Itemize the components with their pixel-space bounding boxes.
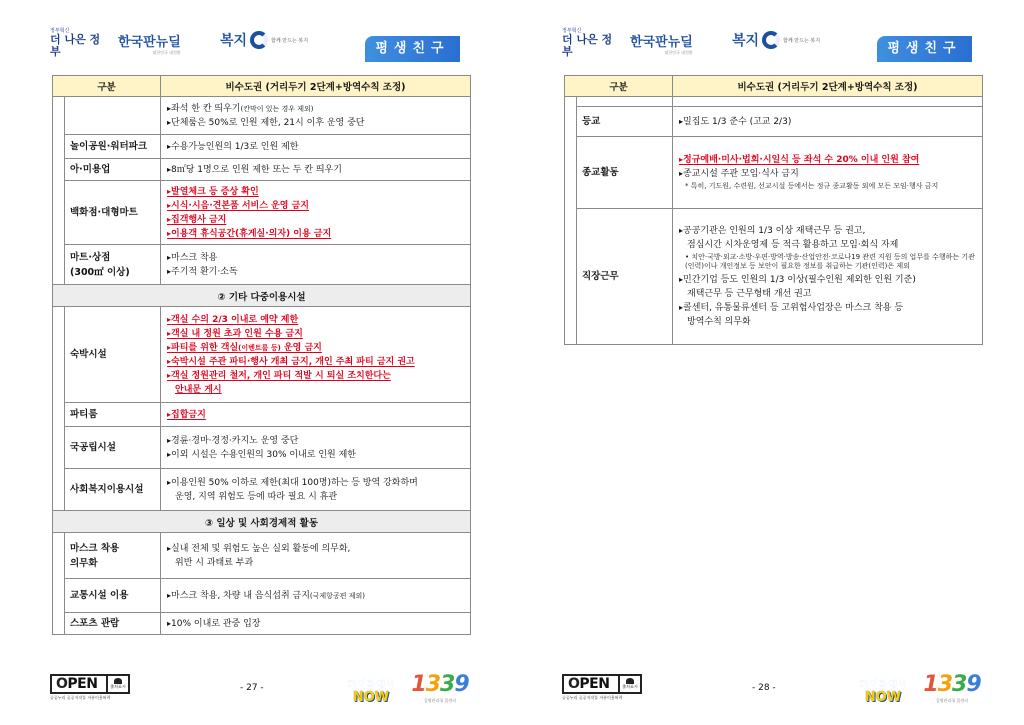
table-row: ▸ 좌석 한 칸 띄우기(칸막이 있는 경우 제외) ▸ 단체룸은 50%로 인원 제한, 21시 이후 운영 중단 <box>53 97 471 135</box>
korean-new-deal-logo: 한국판뉴딜 대한민국 대전환 <box>630 35 693 55</box>
table-row <box>565 97 983 107</box>
page-number: - 27 - <box>240 683 264 693</box>
table-row: 마스크 착용 의무화 ▸ 실내 전체 및 위험도 높은 실외 활동에 의무화, 위반 시 과태료 부과 <box>53 533 471 579</box>
welfare-ring-icon <box>762 31 780 49</box>
section-row: ② 기타 다중이용시설 <box>53 285 471 307</box>
table-row: 직장근무 ▸ 공공기관은 인원의 1/3 이상 재택근무 등 권고, 점심시간 시차운영제 등 적극 활용하고 모임·회식 자제 • 치안·국방·외교·소방·우편·방역·방송·산업안전·코로나19 관련 지원 등의 업무를 수행하는 기관(인력)이나 개인정보 등 보안이 필요한 정보를 취급하는 기관(인력)은 제외 ▸ 민간기업 등도 인원의 1/3 이상(필수인원 제외한 인원 기준) 재택근무 등 근무형태 개선 권고 ▸ 콜센터, 유통물류센터 등 고위험사업장은 마스크 착용 등 방역수칙 의무화 <box>565 209 983 345</box>
table-row: 사회복지이용시설 ▸ 이용인원 50% 이하로 제한(최대 100명)하는 등 방역 강화하며 운영, 지역 위험도 등에 따라 필요 시 휴관 <box>53 469 471 511</box>
hotline-1339-logo: 1339 질병관리청 콜센터 <box>411 672 469 703</box>
page-number: - 28 - <box>752 683 776 693</box>
table-row: 스포츠 관람 ▸ 10% 이내로 관중 입장 <box>53 613 471 635</box>
table-row: 교통시설 이용 ▸ 마스크 착용, 차량 내 음식섭취 금지(국제항공편 제외) <box>53 579 471 613</box>
overseas-infection-now-logo: 해외감염병 NOW <box>346 680 396 705</box>
gov-innovation-logo: 정부혁신 더 나은 정부 <box>50 28 101 58</box>
table-row: 종교활동 ▸ 정규예배·미사·법회·시일식 등 좌석 수 20% 이내 인원 참여 ▸ 종교시설 주관 모임·식사 금지 * 특히, 기도원, 수련원, 선교시설 등에서는 정규 종교활동 외에 모든 모임·행사 금지 <box>565 137 983 209</box>
col-header-content: 비수도권 (거리두기 2단계+방역수칙 조정) <box>161 76 471 97</box>
table-row: 등교 ▸ 밀집도 1/3 준수 (고교 2/3) <box>565 107 983 137</box>
page-right <box>512 0 1024 725</box>
open-license-logo: OPEN 출처표시 공공누리 공공저작물 자유이용허락 <box>50 674 130 702</box>
section-row: ③ 일상 및 사회경제적 활동 <box>53 511 471 533</box>
korean-new-deal-logo: 한국판뉴딜 대한민국 대전환 <box>118 35 181 55</box>
table-row: 국공립시설 ▸ 경륜·경마·경정·카지노 운영 중단 ▸ 이외 시설은 수용인원의 30% 이내로 인원 제한 <box>53 427 471 469</box>
distancing-rules-table-continued <box>564 75 983 345</box>
table-row: 백화점·대형마트 ▸ 발열체크 등 증상 확인 ▸ 시식·시음·견본품 서비스 운영 금지 ▸ 집객행사 금지 ▸ 이용객 휴식공간(휴게실·의자) 이용 금지 <box>53 181 471 245</box>
page-footer <box>0 672 512 712</box>
page-footer <box>512 672 1024 712</box>
page-header <box>512 22 1024 62</box>
hotline-1339-logo: 1339 질병관리청 콜센터 <box>923 672 981 703</box>
lifelong-friend-banner: 평생친구 <box>877 36 972 62</box>
table-row: 마트·상점 (300㎡ 이상) ▸ 마스크 착용 ▸ 주기적 환기·소독 <box>53 245 471 285</box>
welfare-ring-icon <box>250 31 268 49</box>
distancing-rules-table <box>52 75 471 635</box>
col-header-content: 비수도권 (거리두기 2단계+방역수칙 조정) <box>673 76 983 97</box>
col-header-category: 구분 <box>53 76 161 97</box>
welfare-logo: 복지 함께 만드는 복지 <box>220 33 309 49</box>
attribution-person-icon: 출처표시 <box>618 676 640 692</box>
table-row: 놀이공원·워터파크 ▸ 수용가능인원의 1/3로 인원 제한 <box>53 135 471 159</box>
gov-innovation-logo: 정부혁신 더 나은 정부 <box>562 28 613 58</box>
welfare-logo: 복지 함께 만드는 복지 <box>732 33 821 49</box>
table-row: 아·미용업 ▸ 8㎡당 1명으로 인원 제한 또는 두 칸 띄우기 <box>53 159 471 181</box>
open-license-logo: OPEN 출처표시 공공누리 공공저작물 자유이용허락 <box>562 674 642 702</box>
table-row: 파티룸 ▸ 집합금지 <box>53 403 471 427</box>
lifelong-friend-banner: 평생친구 <box>365 36 460 62</box>
table-row: 숙박시설 ▸ 객실 수의 2/3 이내로 예약 제한 ▸ 객실 내 정원 초과 인원 수용 금지 ▸ 파티를 위한 객실(이벤트룸 등) 운영 금지 ▸ 숙박시설 주관 파티·행사 개최 금지, 개인 주최 파티 금지 권고 ▸ 객실 정원관리 철저, 개인 파티 적발 시 퇴실 조치한다는 안내문 게시 <box>53 307 471 403</box>
page-header <box>0 22 512 62</box>
overseas-infection-now-logo: 해외감염병 NOW <box>858 680 908 705</box>
attribution-person-icon: 출처표시 <box>106 676 128 692</box>
col-header-category: 구분 <box>565 76 673 97</box>
